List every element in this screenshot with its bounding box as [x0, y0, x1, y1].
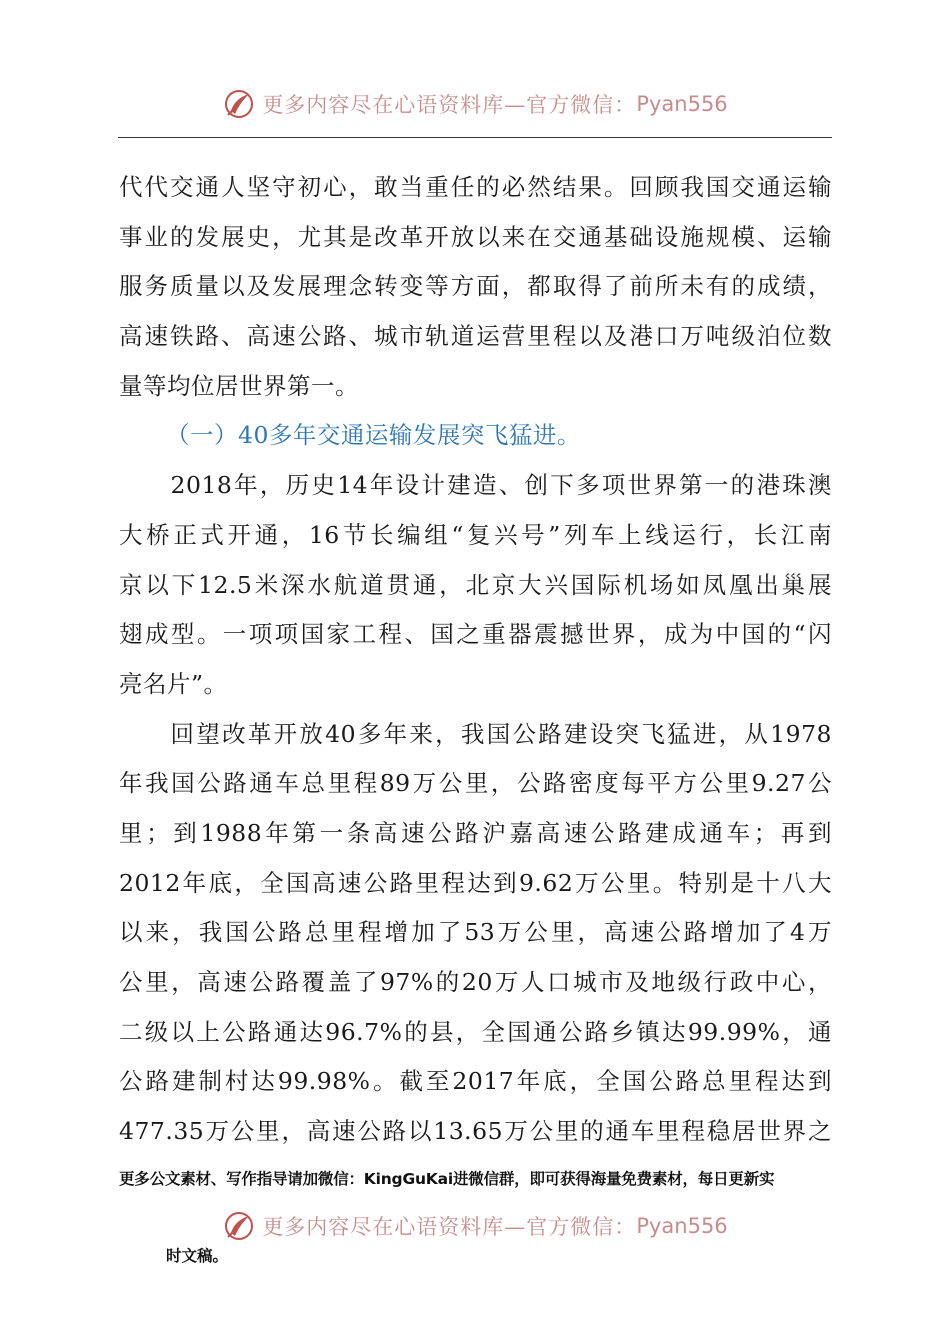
footer-watermark [0, 1206, 950, 1246]
header-rule [118, 137, 832, 138]
body-line: 事业的发展史，尤其是改革开放以来在交通基础设施规模、运输 [119, 222, 832, 251]
body-line: 里；到1988年第一条高速公路沪嘉高速公路建成通车；再到 [119, 818, 832, 847]
watermark-wechat-id: Pyan556 [636, 92, 728, 116]
body-line: 公路建制村达99.98%。截至2017年底，全国公路总里程达到 [119, 1067, 832, 1096]
body-line: 服务质量以及发展理念转变等方面，都取得了前所未有的成绩， [119, 272, 832, 301]
body-line: 亮名片”。 [119, 669, 228, 698]
body-line: 高速铁路、高速公路、城市轨道运营里程以及港口万吨级泊位数 [119, 322, 832, 351]
logo-icon [222, 1209, 256, 1243]
watermark-text: 更多内容尽在心语资料库—官方微信： [262, 93, 637, 117]
body-line: 回望改革开放40多年来，我国公路建设突飞猛进，从1978 [119, 719, 832, 748]
document-body [119, 163, 832, 1157]
body-line: 年我国公路通车总里程89万公里，公路密度每平方公里9.27公 [119, 769, 832, 798]
logo-icon [222, 87, 256, 121]
body-line: 2018年，历史14年设计建造、创下多项世界第一的港珠澳 [119, 471, 832, 500]
section-heading: （一）40多年交通运输发展突飞猛进。 [166, 421, 581, 450]
body-line: 量等均位居世界第一。 [119, 371, 359, 400]
watermark-text: 更多内容尽在心语资料库—官方微信： [262, 1215, 637, 1239]
body-line: 翅成型。一项项国家工程、国之重器震撼世界，成为中国的“闪 [119, 620, 832, 649]
body-line: 公里，高速公路覆盖了97%的20万人口城市及地级行政中心， [119, 968, 832, 996]
watermark-wechat-id: Pyan556 [636, 1214, 728, 1238]
footer-note: 更多公文素材、写作指导请加微信：KingGuKai进微信群，即可获得海量免费素材，每日更新实 [119, 1170, 775, 1188]
body-line: 477.35万公里，高速公路以13.65万公里的通车里程稳居世界之 [119, 1117, 832, 1146]
footer-note-tail: 时文稿。 [166, 1247, 229, 1265]
body-line: 京以下12.5米深水航道贯通，北京大兴国际机场如凤凰出巢展 [119, 570, 832, 599]
body-line: 二级以上公路通达96.7%的县，全国通公路乡镇达99.99%，通 [119, 1017, 832, 1046]
body-line: 以来，我国公路总里程增加了53万公里，高速公路增加了4万 [119, 918, 832, 947]
header-watermark [0, 84, 950, 124]
body-line: 大桥正式开通，16节长编组“复兴号”列车上线运行，长江南 [119, 520, 832, 549]
body-line: 2012年底，全国高速公路里程达到9.62万公里。特别是十八大 [119, 868, 832, 897]
body-line: 代代交通人坚守初心，敢当重任的必然结果。回顾我国交通运输 [119, 173, 832, 201]
